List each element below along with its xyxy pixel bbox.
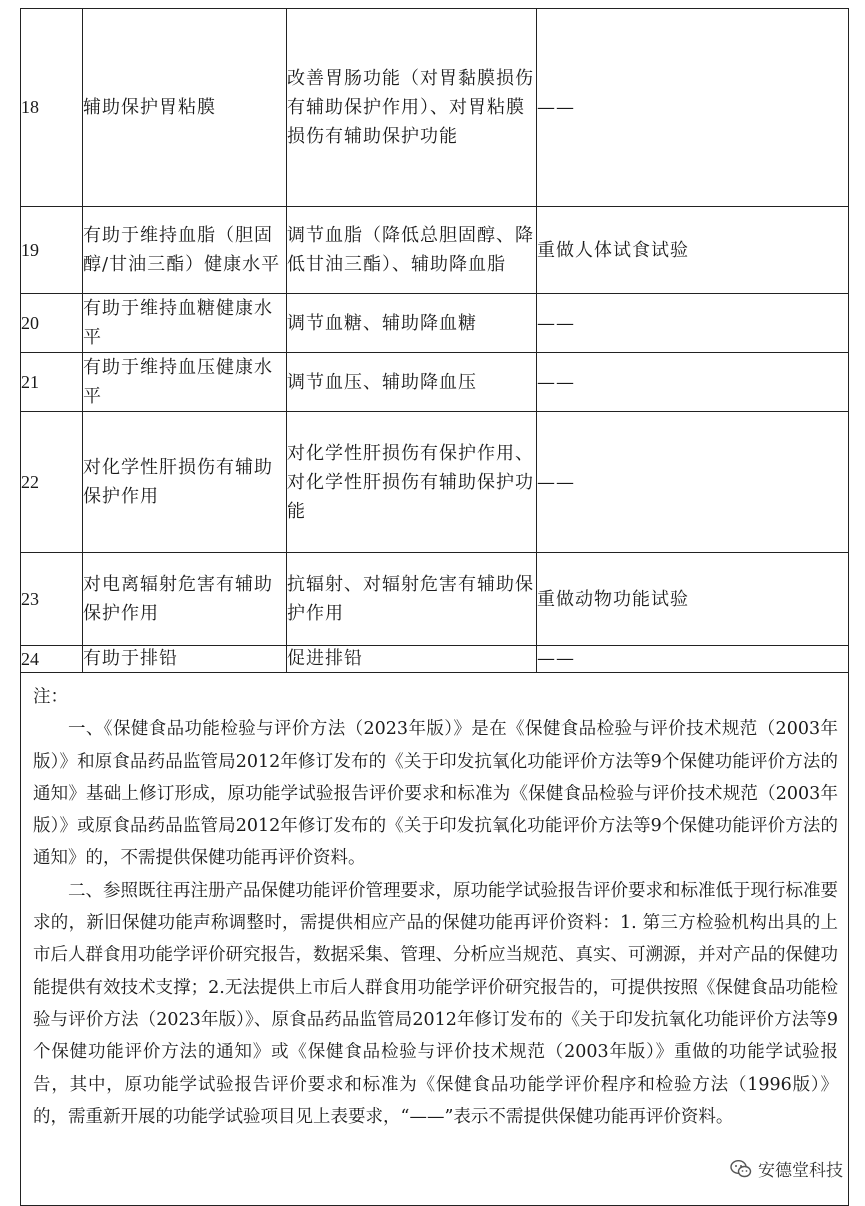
original-claim: 促进排铅 [287,646,537,673]
table-row [21,412,849,553]
original-claim: 调节血脂（降低总胆固醇、降低甘油三酯）、辅助降血脂 [287,207,537,294]
notes-paragraph: 二、参照既往再注册产品保健功能评价管理要求，原功能学试验报告评价要求和标准低于现行标准要求的，新旧保健功能声称调整时，需提供相应产品的保健功能再评价资料：1. 第三方检验机构出具的上市后人群食用功能学评价研究报告，数据采集、管理、分析应当规范、真实、可溯源，并对产品的保健功能提供有效技术支撑；2.无法提供上市后人群食用功能学评价研究报告的，可提供按照《保健食品功能检验与评价方法（2023年版）》、原食品药品监管局2012年修订发布的《关于印发抗氧化功能评价方法等9个保健功能评价方法的通知》或《保健食品检验与评价技术规范（2003年版）》重做的功能学试验报告，其中，原功能学试验报告评价要求和标准为《保健食品功能学评价程序和检验方法（1996版）》的，需重新开展的功能学试验项目见上表要求，“——”表示不需提供保健功能再评价资料。 [33,880,838,1127]
original-claim: 对化学性肝损伤有保护作用、对化学性肝损伤有辅助保护功能 [287,412,537,553]
reevaluation-requirement: —— [537,646,849,673]
row-number: 24 [21,646,83,673]
original-claim: 调节血压、辅助降血压 [287,353,537,412]
table-row [21,353,849,412]
notes-label: 注： [33,687,68,707]
function-item: 有助于排铅 [83,646,287,673]
notes-paragraph: 一、《保健食品功能检验与评价方法（2023年版）》是在《保健食品检验与评价技术规范（2003年版）》和原食品药品监管局2012年修订发布的《关于印发抗氧化功能评价方法等9个保健功能评价方法的通知》基础上修订形成，原功能学试验报告评价要求和标准为《保健食品检验与评价技术规范（2003年版）》或原食品药品监管局2012年修订发布的《关于印发抗氧化功能评价方法等9个保健功能评价方法的通知》的，不需提供保健功能再评价资料。 [33,719,838,869]
reevaluation-requirement: —— [537,412,849,553]
table-row [21,9,849,207]
watermark [730,1156,843,1181]
row-number: 19 [21,207,83,294]
original-claim: 调节血糖、辅助降血糖 [287,294,537,353]
table-row [21,294,849,353]
table-row [21,646,849,673]
function-table [20,8,849,1206]
notes-cell [21,673,849,1206]
row-number: 23 [21,553,83,646]
function-item: 有助于维持血压健康水平 [83,353,287,412]
original-claim: 抗辐射、对辐射危害有辅助保护作用 [287,553,537,646]
function-item: 辅助保护胃粘膜 [83,9,287,207]
row-number: 22 [21,412,83,553]
table-row [21,207,849,294]
row-number: 21 [21,353,83,412]
wechat-icon [730,1159,752,1179]
original-claim: 改善胃肠功能（对胃黏膜损伤有辅助保护作用）、对胃粘膜损伤有辅助保护功能 [287,9,537,207]
row-number: 18 [21,9,83,207]
reevaluation-requirement: —— [537,9,849,207]
reevaluation-requirement: 重做人体试食试验 [537,207,849,294]
function-item: 有助于维持血脂（胆固醇/甘油三酯）健康水平 [83,207,287,294]
function-item: 对化学性肝损伤有辅助保护作用 [83,412,287,553]
function-item: 有助于维持血糖健康水平 [83,294,287,353]
watermark-text: 安德堂科技 [758,1161,843,1181]
reevaluation-requirement: —— [537,294,849,353]
reevaluation-requirement: 重做动物功能试验 [537,553,849,646]
reevaluation-requirement: —— [537,353,849,412]
function-item: 对电离辐射危害有辅助保护作用 [83,553,287,646]
table-row [21,553,849,646]
row-number: 20 [21,294,83,353]
notes-row [21,673,849,1206]
